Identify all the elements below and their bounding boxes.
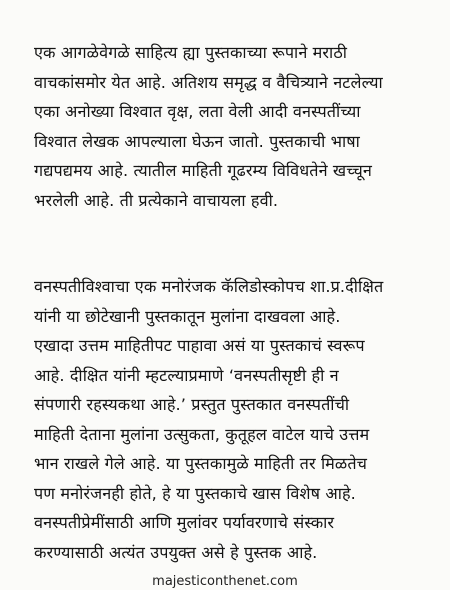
- text-line: एखादा उत्तम माहितीपट पाहावा असं या पुस्तकाचं स्वरूप: [34, 336, 365, 355]
- text-line: विश्वात लेखक आपल्याला घेऊन जातो. पुस्तकाची भाषा: [34, 131, 360, 151]
- text-line: एका अनोख्या विश्वात वृक्ष, लता वेली आदी वनस्पतींच्या: [34, 102, 361, 121]
- text-line: वाचकांसमोर येत आहे. अतिशय समृद्ध व वैचित्र्याने नटलेल्या: [34, 72, 383, 92]
- text-line: वनस्पतीप्रेमींसाठी आणि मुलांवर पर्यावरणाचे संस्कार: [34, 513, 335, 532]
- text-line: यांनी या छोटेखानी पुस्तकातून मुलांना दाखवला आहे.: [34, 306, 341, 326]
- text-line: माहिती देताना मुलांना उत्सुकता, कुतूहल वाटेल याचे उत्तम: [34, 424, 370, 444]
- text-line: पण मनोरंजनही होते, हे या पुस्तकाचे खास विशेष आहे.: [34, 483, 356, 503]
- text-line: संपणारी रहस्यकथा आहे.’ प्रस्तुत पुस्तकात वनस्पतींची: [34, 395, 350, 414]
- paragraph-review: [34, 272, 436, 567]
- text-line: वनस्पतीविश्वाचा एक मनोरंजक कॅलिडोस्कोपच शा.प्र.दीक्षित: [34, 277, 384, 296]
- text-line: भान राखले गेले आहे. या पुस्तकामुळे माहिती तर मिळतेच: [34, 454, 368, 473]
- footer-watermark: majesticonthenet.com: [152, 574, 298, 589]
- paragraph-intro: [34, 38, 436, 215]
- text-line: आहे. दीक्षित यांनी म्हटल्याप्रमाणे ‘वनस्पतीसृष्टी ही न: [34, 365, 339, 385]
- text-line: गद्यपद्यमय आहे. त्यातील माहिती गूढरम्य विविधतेने खच्चून: [34, 161, 372, 180]
- text-line: करण्यासाठी अत्यंत उपयुक्त असे हे पुस्तक आहे.: [34, 542, 318, 562]
- text-line: एक आगळेवेगळे साहित्य ह्या पुस्तकाच्या रूपाने मराठी: [34, 43, 348, 62]
- text-line: भरलेली आहे. ती प्रत्येकाने वाचायला हवी.: [34, 190, 279, 210]
